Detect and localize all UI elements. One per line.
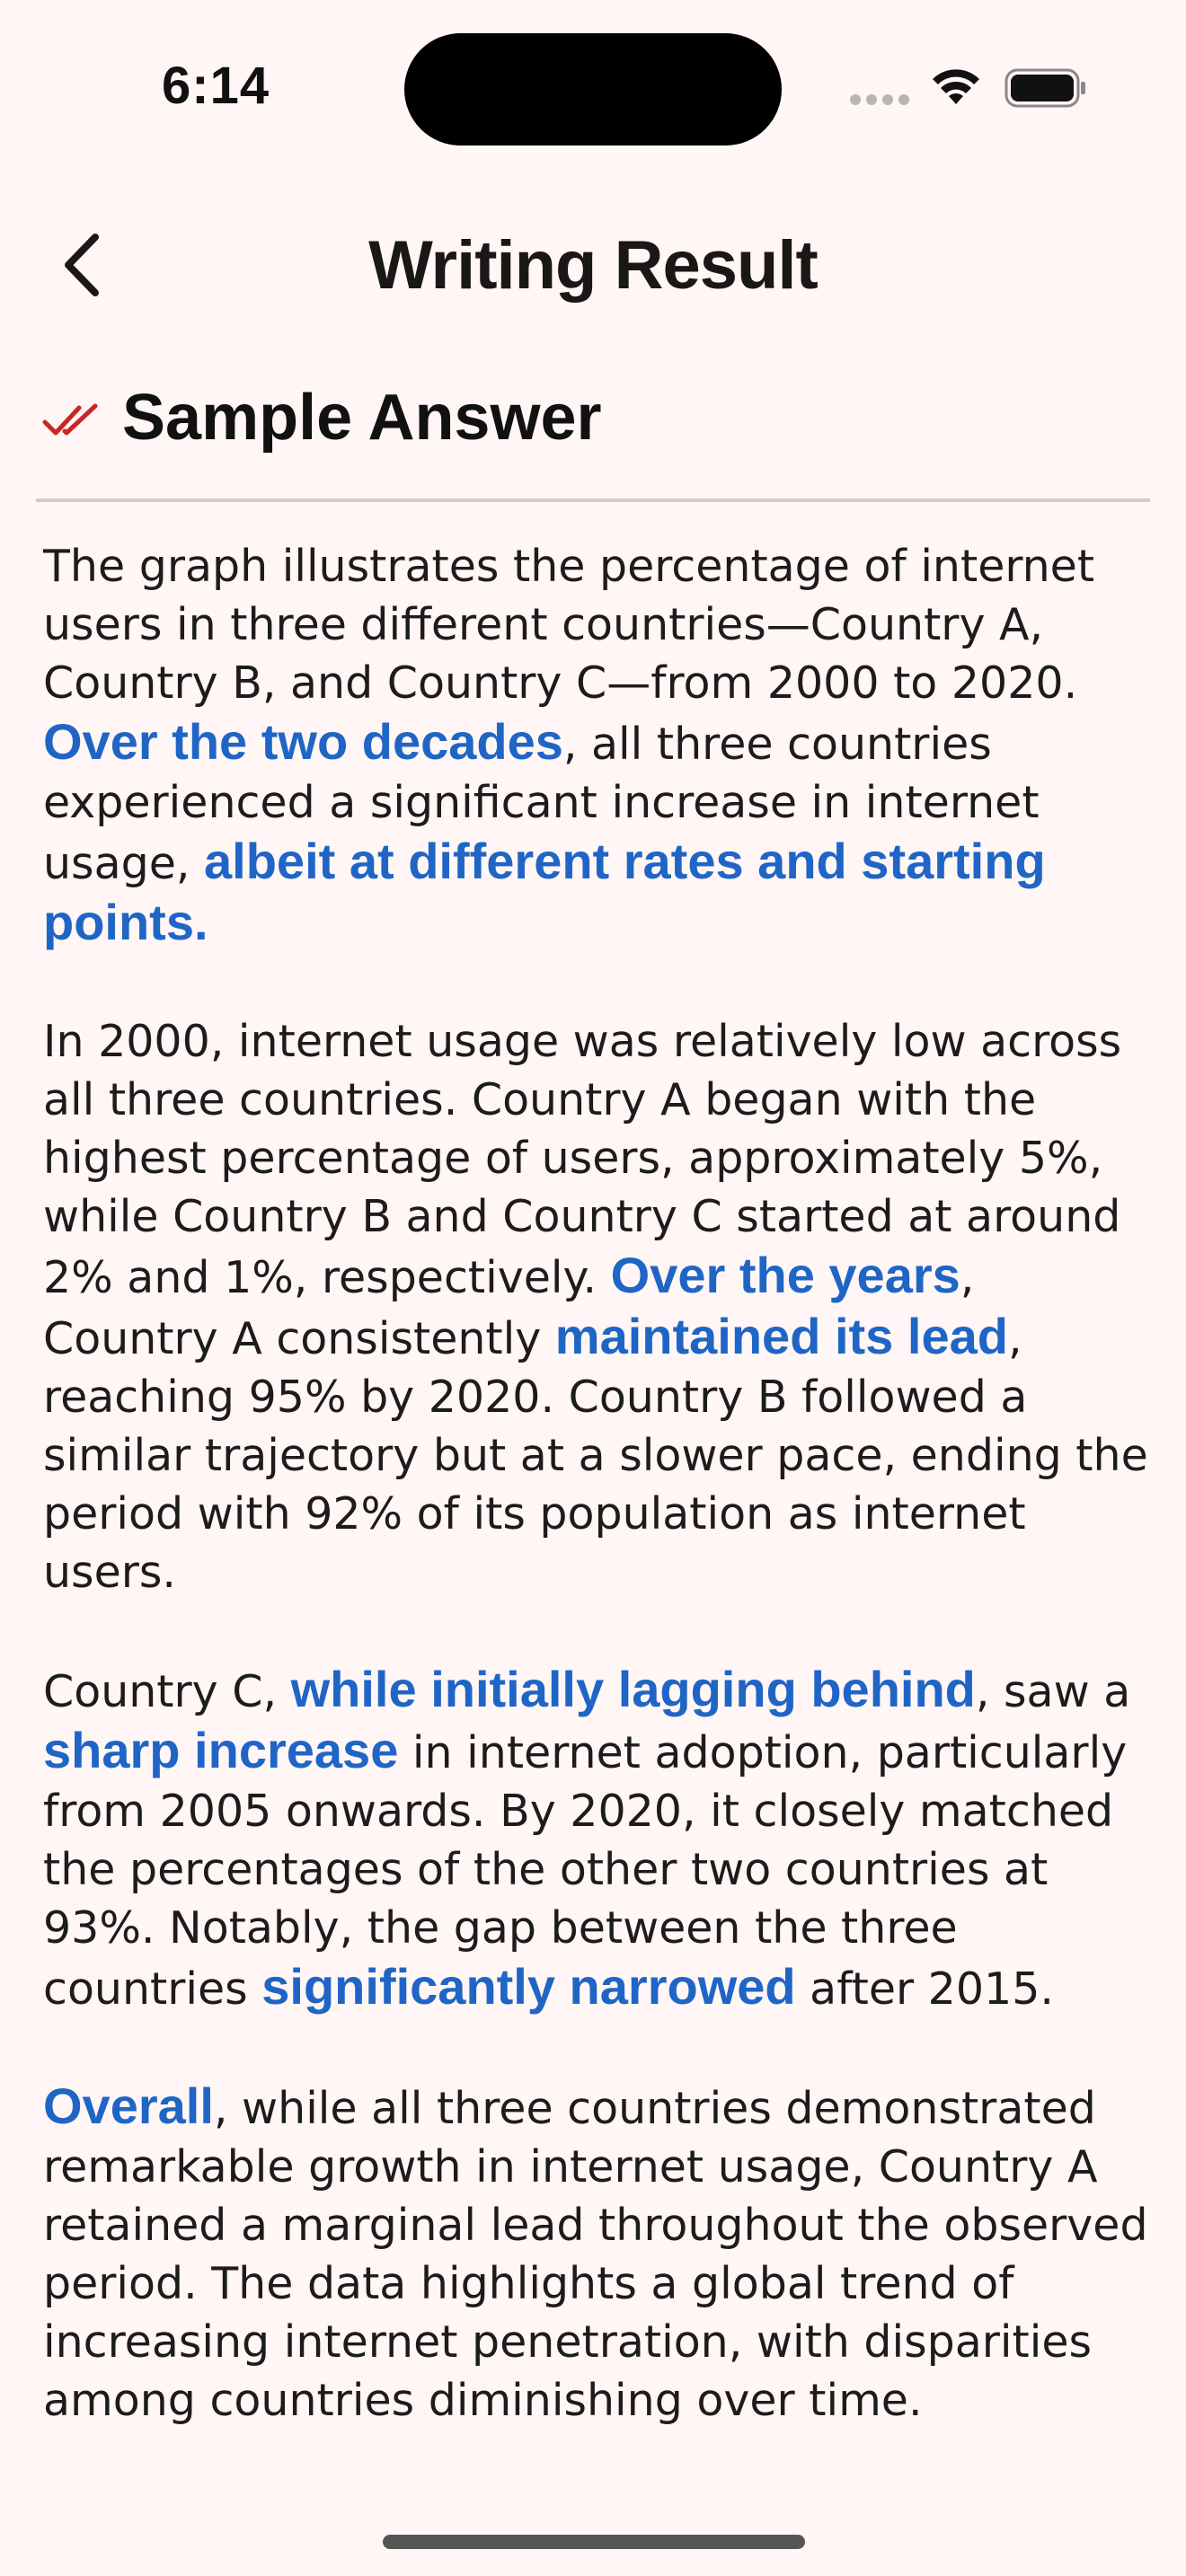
signal-dots-icon — [850, 93, 909, 106]
status-bar — [0, 0, 1186, 180]
double-check-icon — [41, 401, 101, 440]
highlighted-phrase: maintained its lead — [554, 1308, 1008, 1364]
dynamic-island — [404, 33, 782, 146]
divider — [36, 498, 1150, 502]
answer-text: , saw a — [975, 1666, 1131, 1717]
answer-text: , while all three countries demonstrated remarkable growth in internet usage, Country A retained a marginal lead throughout the observed period. The data highlights a global trend of increasing internet penetration, with disparities among countries diminishing over time. — [43, 2083, 1148, 2426]
answer-text: in internet adoption, particularly from 2005 onwards. By 2020, it closely matched the percentages of the other two countries at 93%. Notably, the gap between the three countries — [43, 1727, 1128, 2015]
highlighted-phrase: Over the two decades — [43, 713, 563, 770]
answer-text: Country C, — [43, 1666, 291, 1717]
nav-header — [0, 207, 1186, 323]
answer-paragraph-3 — [43, 1660, 1157, 2018]
highlighted-phrase: sharp increase — [43, 1722, 399, 1778]
answer-paragraph-4 — [43, 2077, 1157, 2430]
highlighted-phrase: while initially lagging behind — [290, 1661, 976, 1717]
battery-icon — [1005, 68, 1087, 108]
answer-text: , Country A consistently — [43, 1252, 975, 1364]
page-title: Writing Result — [368, 227, 818, 304]
highlighted-phrase: Overall — [43, 2078, 214, 2134]
highlighted-phrase: albeit at different rates and starting points. — [43, 833, 1046, 950]
highlighted-phrase: significantly narrowed — [261, 1958, 796, 2015]
highlighted-phrase: Over the years — [610, 1247, 960, 1303]
answer-text: after 2015. — [795, 1963, 1054, 2015]
answer-text: The graph illustrates the percentage of internet users in three different countries—Country A, Country B, and Country C—from 2000 to 2020. — [43, 541, 1095, 709]
answer-text: , all three countries experienced a significant increase in internet usage, — [43, 719, 1040, 889]
wifi-icon — [930, 65, 982, 106]
section-header — [41, 377, 1146, 467]
home-indicator[interactable] — [383, 2535, 805, 2549]
answer-paragraph-2 — [43, 1012, 1157, 1601]
answer-text: In 2000, internet usage was relatively low across all three countries. Country A began with the highest percentage of users, approximately 5%, while Country B and Country C started at around 2% and 1%, respectively. — [43, 1016, 1122, 1303]
sample-answer-text — [43, 537, 1157, 2488]
answer-paragraph-1 — [43, 537, 1157, 954]
status-time: 6:14 — [162, 57, 270, 115]
answer-text: , reaching 95% by 2020. Country B followed a similar trajectory but at a slower pace, ending the period with 92% of its population as internet users. — [43, 1313, 1148, 1598]
section-title: Sample Answer — [122, 382, 602, 454]
